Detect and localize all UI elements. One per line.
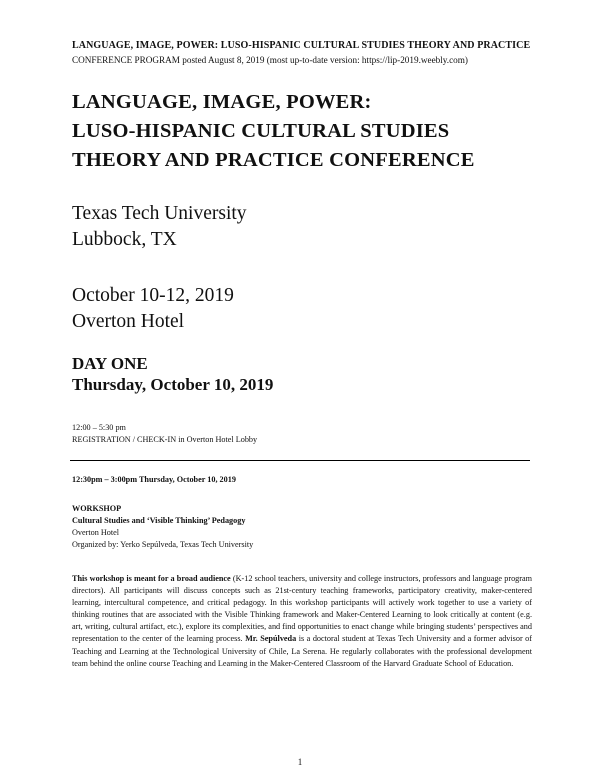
hotel-name: Overton Hotel	[72, 311, 185, 332]
venue-location	[72, 201, 247, 253]
workshop-organizer: Organized by: Yerko Sepúlveda, Texas Tech University	[72, 540, 254, 549]
title-line-3: THEORY AND PRACTICE CONFERENCE	[72, 149, 475, 171]
registration-text: REGISTRATION / CHECK-IN in Overton Hotel Lobby	[72, 435, 258, 444]
workshop-location: Overton Hotel	[72, 528, 120, 537]
running-header-title: LANGUAGE, IMAGE, POWER: LUSO-HISPANIC CULTURAL STUDIES THEORY AND PRACTICE	[72, 40, 531, 51]
workshop-info	[72, 503, 253, 551]
conference-dates	[72, 283, 234, 335]
title-line-2: LUSO-HISPANIC CULTURAL STUDIES	[72, 120, 450, 142]
program-note: CONFERENCE PROGRAM posted August 8, 2019 (most up-to-date version: https://lip-2019.weebly.com)	[72, 55, 468, 65]
session-time: 12:30pm – 3:00pm Thursday, October 10, 2019	[72, 475, 236, 484]
section-divider	[70, 460, 530, 461]
presenter-name: Mr. Sepúlveda	[245, 634, 297, 644]
page-number: 1	[297, 757, 303, 767]
registration-block	[72, 422, 257, 446]
date-range: October 10-12, 2019	[72, 285, 234, 306]
university-name: Texas Tech University	[72, 203, 247, 224]
workshop-title: Cultural Studies and ‘Visible Thinking’ Pedagogy	[72, 516, 246, 525]
registration-time: 12:00 – 5:30 pm	[72, 423, 126, 432]
workshop-lead: This workshop is meant for a broad audience	[72, 574, 231, 583]
workshop-type: WORKSHOP	[72, 504, 122, 513]
title-line-1: LANGUAGE, IMAGE, POWER:	[72, 91, 372, 113]
conference-title	[72, 88, 475, 175]
day-date: Thursday, October 10, 2019	[72, 375, 274, 394]
workshop-body-1: (K-12 school teachers, university and college instructors, professors and language program directors). All participants will discuss concepts such as 21st-century teaching frameworks, participatory creativity, maker-centered learning, intercultural competence, and critical pedagogy. In this workshop participants will actively work together to use a variety of thinking routines that are associated with the Visible Thinking framework and Maker-Centered Learning to look critically at content (e.g. art, writing, cultural artifact, etc.), explore its complexities, and find opportunities to enact change while bringing students’ perspectives and representation to the center of the learning process.	[72, 574, 532, 644]
workshop-description	[72, 573, 532, 670]
workshop-body-2: is a doctoral student at Texas Tech University and a former advisor of Teaching and Learning at the Technological University of Chile, La Serena. He regularly collaborates with the professional development team behind the online course Teaching and Learning in the Maker-Centered Classroom of the Harvard Graduate School of Education.	[72, 634, 533, 668]
city-name: Lubbock, TX	[72, 229, 177, 250]
day-label: DAY ONE	[72, 354, 148, 373]
day-heading	[72, 353, 273, 395]
